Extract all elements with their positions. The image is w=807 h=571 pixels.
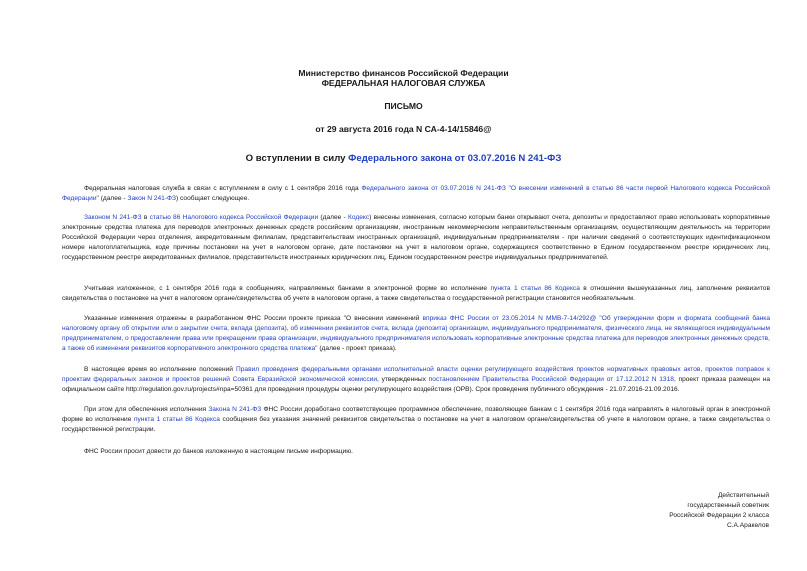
p1-text-2: (далее - xyxy=(98,195,128,202)
p5-text-2: , утвержденных xyxy=(377,376,429,383)
p2-text-1: в xyxy=(141,214,150,221)
p6-article-link[interactable]: пункта 1 статьи 86 Кодекса xyxy=(133,416,220,423)
p3-text-2: в отношении вышеуказанных лиц, заполнение реквизитов свидетельства о постановке на учет в налоговом органе/свидетельства об учете в налоговом органе, а также свидетельства о государственной регистрации становится необязательным. xyxy=(62,285,770,302)
p2-law-link[interactable]: Законом N 241-ФЗ xyxy=(84,214,142,221)
paragraph-6 xyxy=(62,405,770,435)
p1-short-law-link[interactable]: Закон N 241-ФЗ xyxy=(127,195,177,202)
p2-text-3: ) внесены изменения, согласно которым банки открывают счета, депозиты и предоставляют право использовать корпоративные электронные средства платежа для переводов электронных денежных средств российским организациям, иностранным некоммерческим неправительственным организациям, осуществляющим деятельность на территории Российской Федерации через отделения, аккредитованным филиалам, представительствам иностранных организаций, индивидуальным предпринимателям - при наличии сведений о соответствующих идентификационном номере налогоплательщика, коде причины постановки на учет в налоговом органе, дате постановки на учет в налоговом органе, содержащихся соответственно в Едином государственном реестре юридических лиц, государственном реестре аккредитованных филиалов, представительств иностранных юридических лиц, Едином государственном реестре индивидуальных предпринимателей. xyxy=(62,214,770,261)
service-name: ФЕДЕРАЛЬНАЯ НАЛОГОВАЯ СЛУЖБА xyxy=(321,78,486,88)
signature-line-1: Действительный xyxy=(717,492,769,499)
p3-article-link[interactable]: пункта 1 статьи 86 Кодекса xyxy=(490,285,580,292)
p7-text-1: ФНС России просит довести до банков изложенную в настоящем письме информацию. xyxy=(84,448,353,455)
p6-text-2: ФНС России доработано соответствующее программное обеспечение, позволяющее банкам с 1 сентября 2016 года направлять в налоговый орган в электронной форме во исполнение xyxy=(62,406,771,423)
doc-type: ПИСЬМО xyxy=(384,101,423,111)
p1-text-3: ) сообщает следующее. xyxy=(176,195,250,202)
signature-line-2: государственный советник xyxy=(687,502,769,509)
p4-text-1: Указанные изменения отражены в разработанном ФНС России проекте приказа "О внесении изменений xyxy=(84,315,423,322)
p5-resolution-link[interactable]: постановлением Правительства Российской Федерации от 17.12.2012 N 1318 xyxy=(428,376,674,383)
doc-date-number: от 29 августа 2016 года N СА-4-14/15846@ xyxy=(315,124,492,134)
paragraph-3 xyxy=(62,284,770,304)
paragraph-4 xyxy=(62,314,770,354)
subject-prefix: О вступлении в силу xyxy=(245,153,349,164)
p1-text-1: Федеральная налоговая служба в связи с вступлением в силу с 1 сентября 2016 года xyxy=(84,185,362,192)
paragraph-1 xyxy=(62,184,770,204)
paragraph-5 xyxy=(62,365,770,395)
p6-law-link[interactable]: Закона N 241-ФЗ xyxy=(208,406,262,413)
p2-code-link[interactable]: Кодекс xyxy=(348,214,370,221)
p4-order-title-link[interactable]: "Об утверждении форм и формата сообщений банка налоговому органу об открытии или о закрытии счета, вклада (депозита), об изменении реквизитов счета, вклада (депозита) организации, индивидуального предпринимателя, физического лица, не являющегося индивидуальным предпринимателем, о предоставлении права или прекращении права организации, индивидуального предпринимателя использовать корпоративные электронные средства платежа для переводов электронных денежных средств, а также об изменении реквизитов корпоративного электронного средства платежа" xyxy=(62,315,770,352)
p2-text-2: (далее - xyxy=(318,214,349,221)
p5-rules-link[interactable]: Правил проведения федеральными органами исполнительной власти оценки регулирующего воздействия проектов нормативных правовых актов, проектов поправок к проектам федеральных законов и проектов решений Совета Евразийской экономической комиссии xyxy=(62,366,770,383)
p3-text-1: Учитывая изложенное, с 1 сентября 2016 года в сообщениях, направляемых банками в электронной форме во исполнение xyxy=(84,285,491,292)
p6-text-1: При этом для обеспечения исполнения xyxy=(84,406,209,413)
p4-order-link[interactable]: вприказ ФНС России от 23.05.2014 N ММВ-7-14/292@ xyxy=(422,315,597,322)
p5-text-3: , проект приказа размещен на официальном сайте http://regulation.gov.ru/projects#npa=50361 для проведения процедуры оценки регулирующего воздействия (ОРВ). Срок проведения публичного обсуждения - 21.07.2016-21.09.2016. xyxy=(62,376,770,393)
ministry-name: Министерство финансов Российской Федерации xyxy=(298,68,509,78)
signature-block xyxy=(669,491,769,531)
paragraph-2 xyxy=(62,213,770,263)
paragraph-7 xyxy=(62,447,770,457)
subject-law-link[interactable]: Федерального закона от 03.07.2016 N 241-ФЗ xyxy=(348,153,562,164)
p5-text-1: В настоящее время во исполнение положений xyxy=(84,366,236,373)
p4-text-2: (далее - проект приказа). xyxy=(317,345,397,352)
doc-subject xyxy=(0,153,807,164)
p1-law-link[interactable]: Федерального закона от 03.07.2016 N 241-ФЗ "О внесении изменений в статью 86 части первой Налогового кодекса Российской Федерации" xyxy=(62,185,770,202)
signature-name: С.А.Аракелов xyxy=(726,522,769,529)
p2-article-link[interactable]: статью 86 Налогового кодекса Российской Федерации xyxy=(149,214,319,221)
signature-line-3: Российской Федерации 2 класса xyxy=(669,512,769,519)
p6-text-3: сообщения без указания значений реквизитов свидетельства о постановке на учет в налоговом органе/свидетельства об учете в налоговом органе, а также свидетельства о государственной регистрации. xyxy=(62,416,770,433)
